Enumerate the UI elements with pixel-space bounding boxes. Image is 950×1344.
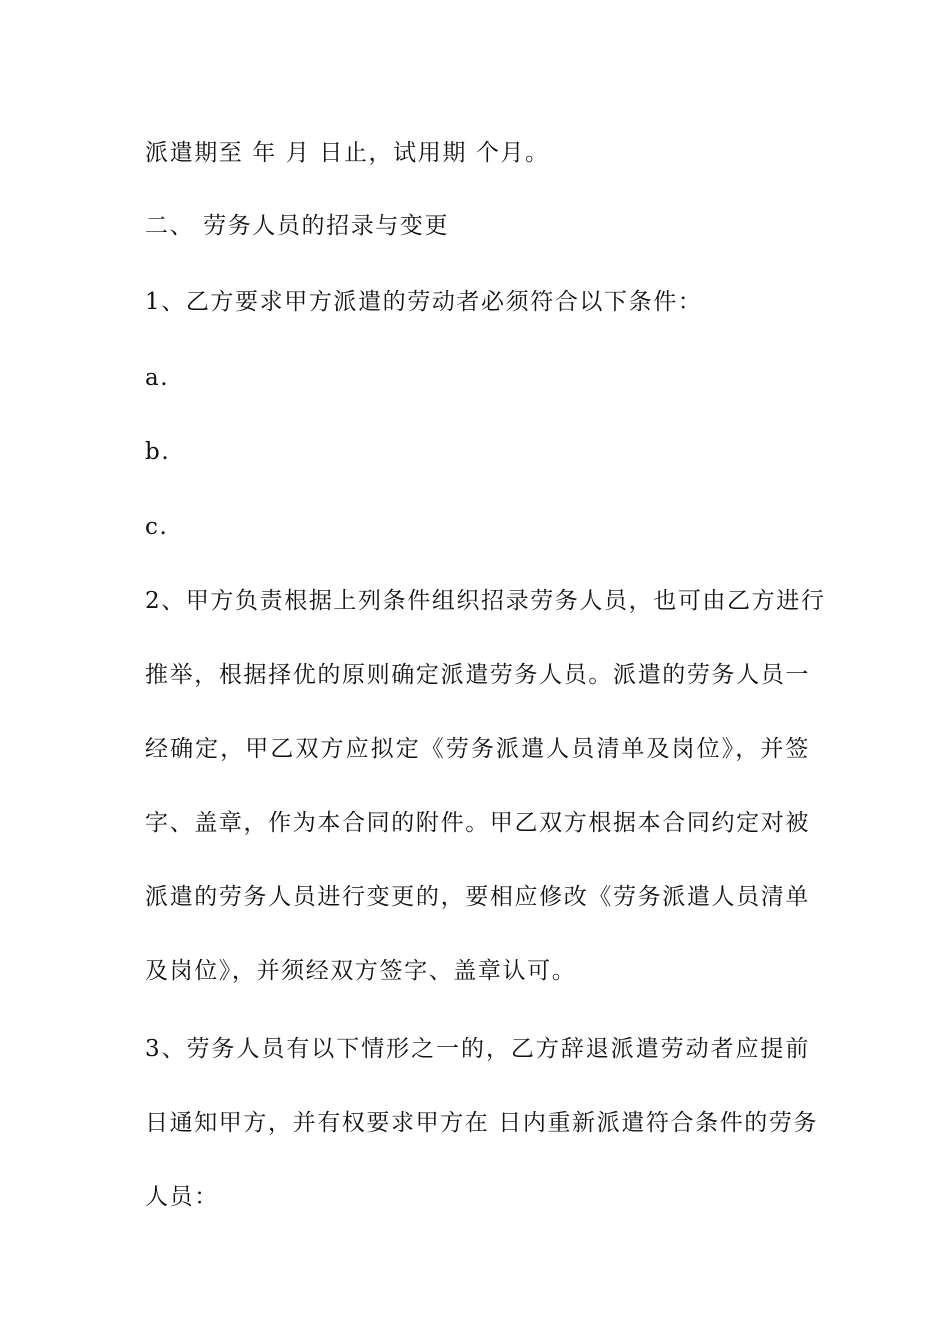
- clause-2-line-5: 派遣的劳务人员进行变更的，要相应修改《劳务派遣人员清单: [145, 884, 810, 910]
- clause-3-line-2: 日通知甲方，并有权要求甲方在 日内重新派遣符合条件的劳务: [145, 1110, 819, 1136]
- clause-3-line-1: 3、劳务人员有以下情形之一的，乙方辞退派遣劳动者应提前: [145, 1036, 810, 1062]
- clause-1-conditions: 1、乙方要求甲方派遣的劳动者必须符合以下条件：: [145, 289, 703, 315]
- condition-item-c: c.: [145, 514, 169, 540]
- clause-3-line-3: 人员：: [145, 1184, 219, 1210]
- clause-2-line-2: 推举，根据择优的原则确定派遣劳务人员。派遣的劳务人员一: [145, 662, 810, 688]
- text-line-dispatch-period: 派遣期至 年 月 日止，试用期 个月。: [145, 140, 550, 166]
- clause-2-line-3: 经确定，甲乙双方应拟定《劳务派遣人员清单及岗位》，并签: [145, 736, 810, 762]
- condition-item-b: b.: [145, 439, 171, 465]
- clause-2-line-6: 及岗位》，并须经双方签字、盖章认可。: [145, 958, 577, 984]
- clause-2-line-4: 字、盖章，作为本合同的附件。甲乙双方根据本合同约定对被: [145, 810, 810, 836]
- section-heading-recruitment: 二、 劳务人员的招录与变更: [145, 213, 450, 239]
- condition-item-a: a.: [145, 365, 170, 391]
- clause-2-line-1: 2、甲方负责根据上列条件组织招录劳务人员，也可由乙方进行: [145, 588, 826, 614]
